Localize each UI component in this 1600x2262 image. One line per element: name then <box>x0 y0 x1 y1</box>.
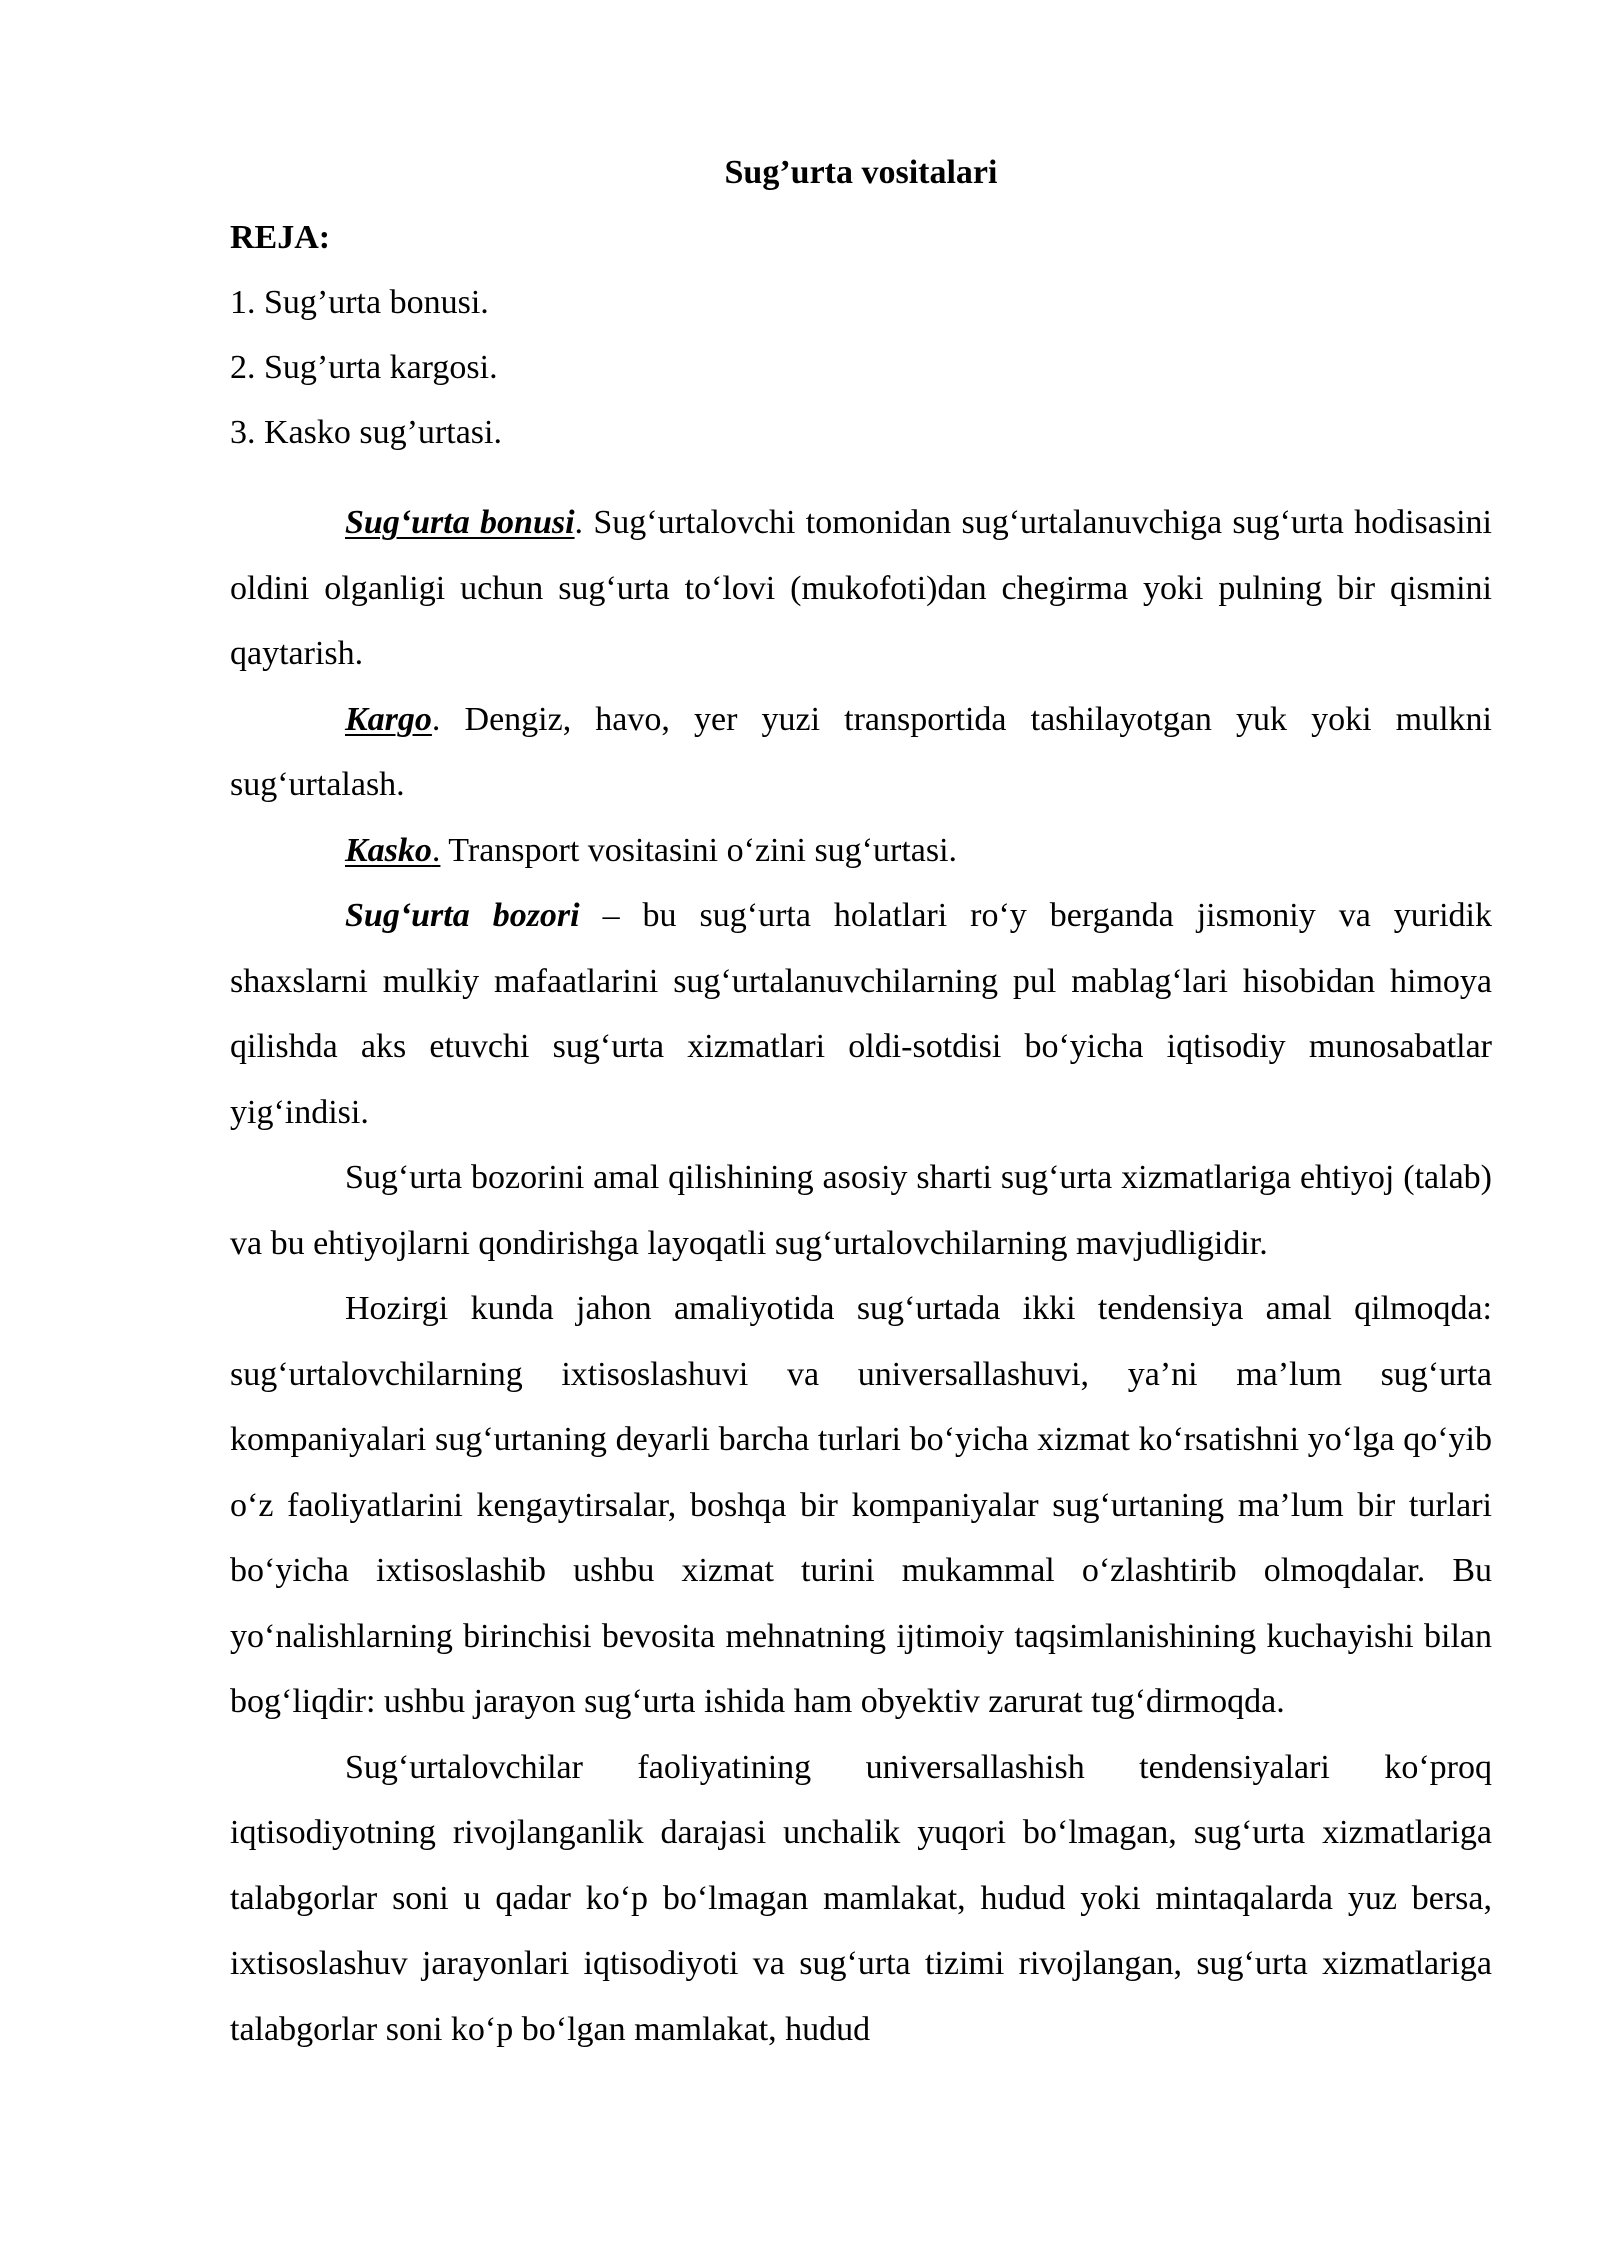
definition-separator: . <box>574 504 584 541</box>
plan-heading: REJA: <box>230 219 331 256</box>
body-paragraph: Sug‘urtalovchilar faoliyatining universallashish tendensiyalari ko‘proq iqtisodiyotning rivojlanganlik darajasi unchalik yuqori bo‘lmagan, sug‘urta xizmatlariga talabgorlar soni u qadar ko‘p bo‘lmagan mamlakat, hudud yoki mintaqalarda yuz bersa, ixtisoslashuv jarayonlari iqtisodiyoti va sug‘urta tizimi rivojlangan, sug‘urta xizmatlariga talabgorlar soni ko‘p bo‘lgan mamlakat, hudud <box>230 1748 1492 2048</box>
definition-bozor <box>230 883 1492 1145</box>
document-title: Sug’urta vositalari <box>724 154 998 191</box>
definition-kasko <box>230 818 1492 884</box>
definition-text: – bu sug‘urta holatlari ro‘y berganda jismoniy va yuridik shaxslarni mulkiy mafaatlarini sug‘urtalanuvchilarning pul mablag‘lari hisobidan himoya qilishda aks etuvchi sug‘urta xizmatlari oldi-sotdisi bo‘yicha iqtisodiy munosabatlar yig‘indisi. <box>230 897 1492 1131</box>
definition-term: Kasko <box>345 831 432 869</box>
definition-text: Sug‘urtalovchi tomonidan sug‘urtalanuvchiga sug‘urta hodisasini oldini olganligi uchun sug‘urta to‘lovi (mukofoti)dan chegirma yoki pulning bir qismini qaytarish. <box>230 504 1492 672</box>
definition-bonus <box>230 490 1492 687</box>
plan-item: 1. Sug’urta bonusi. <box>230 284 489 321</box>
definition-kargo <box>230 687 1492 818</box>
definition-term: Sug‘urta bozori <box>345 897 580 934</box>
definition-text: Transport vositasini o‘zini sug‘urtasi. <box>440 831 958 869</box>
definition-term: Sug‘urta bonusi <box>345 504 575 541</box>
body-paragraph: Hozirgi kunda jahon amaliyotida sug‘urtada ikki tendensiya amal qilmoqda: sug‘urtalovchilarning ixtisoslashuvi va universallashuvi, ya’ni ma’lum sug‘urta kompaniyalari sug‘urtaning deyarli barcha turlari bo‘yicha xizmat ko‘rsatishni yo‘lga qo‘yib o‘z faoliyatlarini kengaytirsalar, boshqa bir kompaniyalar sug‘urtaning ma’lum bir turlari bo‘yicha ixtisoslashib ushbu xizmat turini mukammal o‘zlashtirib olmoqdalar. Bu yo‘nalishlarning birinchisi bevosita mehnatning ijtimoiy taqsimlanishining kuchayishi bilan bog‘liqdir: ushbu jarayon sug‘urta ishida ham obyektiv zarurat tug‘dirmoqda. <box>230 1290 1492 1720</box>
definition-separator: . <box>431 700 441 738</box>
definition-text: Dengiz, havo, yer yuzi transportida tashilayotgan yuk yoki mulkni sug‘urtalash. <box>230 700 1492 803</box>
definition-term: Kargo <box>345 700 432 738</box>
plan-list <box>230 270 1492 465</box>
plan-item: 2. Sug’urta kargosi. <box>230 349 498 386</box>
document-page <box>230 140 1492 2062</box>
definition-separator: . <box>431 831 441 869</box>
body-paragraph: Sug‘urta bozorini amal qilishining asosiy sharti sug‘urta xizmatlariga ehtiyoj (talab) va bu ehtiyojlarni qondirishga layoqatli sug‘urtalovchilarning mavjudligidir. <box>230 1159 1492 1262</box>
plan-item: 3. Kasko sug’urtasi. <box>230 414 502 451</box>
